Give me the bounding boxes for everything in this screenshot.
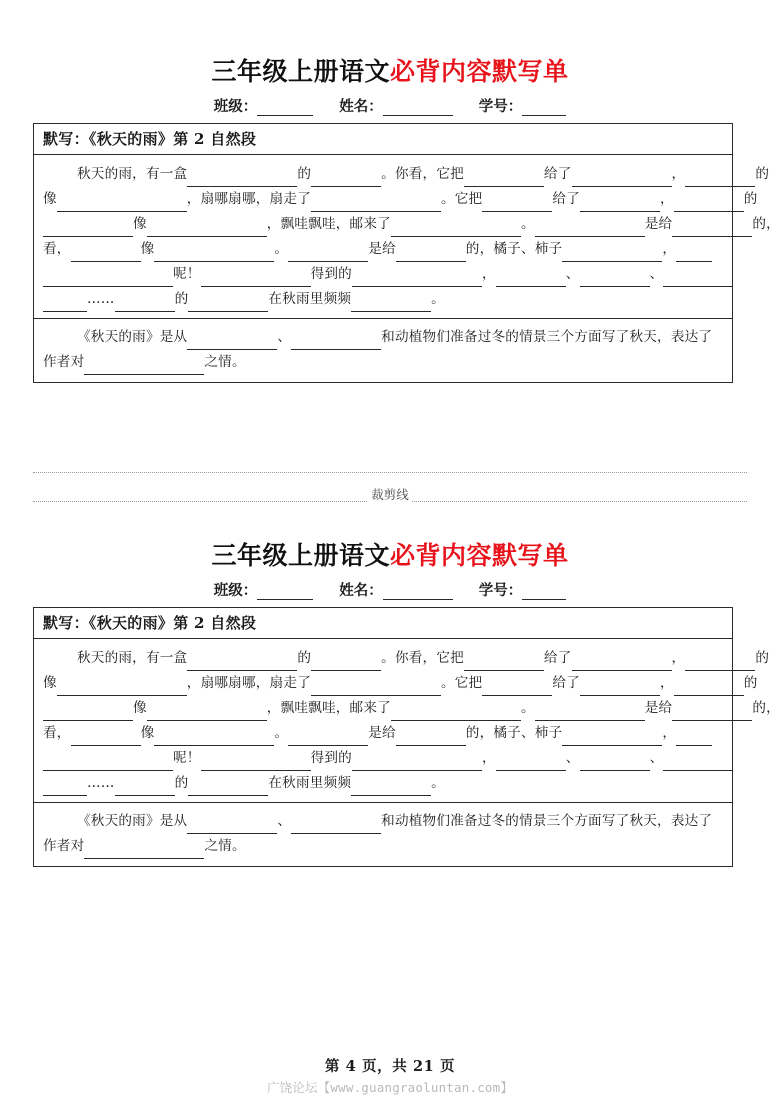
text-segment: 的 <box>743 675 758 692</box>
fill-blank[interactable] <box>663 756 733 771</box>
name-label: 姓名： <box>339 582 383 600</box>
fill-blank[interactable] <box>311 197 441 212</box>
text-segment: 像 <box>133 700 147 717</box>
fill-blank[interactable] <box>188 297 268 312</box>
text-segment: 的， <box>752 700 780 717</box>
text-segment: 的，橘子、柿子 <box>465 725 563 742</box>
fill-blank[interactable] <box>685 656 755 671</box>
text-segment: 之情。 <box>204 838 246 855</box>
fill-blank[interactable] <box>311 172 381 187</box>
fill-blank[interactable] <box>154 731 274 746</box>
fill-blank[interactable] <box>147 222 267 237</box>
fill-blank[interactable] <box>482 197 552 212</box>
footer-page-number: 第 4 页，共 21 页 <box>324 1058 456 1075</box>
text-segment: 的，橘子、柿子 <box>465 241 563 258</box>
text-segment: 的 <box>297 166 312 183</box>
fill-blank[interactable] <box>674 681 744 696</box>
text-segment: 秋天的雨，有一盒 <box>77 650 188 667</box>
fill-blank[interactable] <box>351 781 431 796</box>
name-blank[interactable] <box>383 584 453 600</box>
fill-blank[interactable] <box>187 172 297 187</box>
summary-paragraph <box>43 809 723 859</box>
fill-blank[interactable] <box>43 706 133 721</box>
fill-blank[interactable] <box>84 360 204 375</box>
text-segment: ，飘哇飘哇，邮来了 <box>266 700 391 717</box>
fill-blank[interactable] <box>672 222 752 237</box>
fill-blank[interactable] <box>572 172 672 187</box>
text-segment: 、 <box>565 750 580 767</box>
text-segment: 在秋雨里频频 <box>268 775 352 792</box>
text-segment: 、 <box>277 813 292 830</box>
text-segment: 、 <box>277 329 292 346</box>
text-segment: ，扇哪扇哪，扇走了 <box>186 191 311 208</box>
text-segment: ， <box>659 675 674 692</box>
text-segment: 《秋天的雨》是从 <box>77 329 188 346</box>
text-segment: 。 <box>274 725 289 742</box>
text-segment: 像 <box>43 191 57 208</box>
exercise-box-summary <box>34 803 732 866</box>
fill-blank[interactable] <box>147 706 267 721</box>
text-segment: 秋天的雨，有一盒 <box>77 166 188 183</box>
fill-blank[interactable] <box>57 681 187 696</box>
fill-blank[interactable] <box>288 247 368 262</box>
student-id-blank[interactable] <box>522 584 566 600</box>
student-id-field <box>479 95 567 116</box>
fill-blank[interactable] <box>580 197 660 212</box>
fill-blank[interactable] <box>71 247 141 262</box>
table-row <box>43 262 723 287</box>
text-segment: 。它把 <box>440 191 483 208</box>
page-title-black: 三年级上册语文 <box>211 541 390 570</box>
worksheet-copy-top <box>0 56 780 383</box>
text-segment: 给了 <box>543 166 572 183</box>
text-segment: 。 <box>431 291 445 308</box>
text-segment: 《秋天的雨》是从 <box>77 813 188 830</box>
fill-blank[interactable] <box>43 272 173 287</box>
class-label: 班级： <box>213 98 258 116</box>
name-label: 姓名： <box>339 98 383 116</box>
text-segment: 像 <box>43 675 57 692</box>
name-field <box>339 95 453 116</box>
student-id-blank[interactable] <box>522 100 566 116</box>
exercise-box-header: 默写：《秋天的雨》第 2 自然段 <box>34 124 732 155</box>
fill-blank[interactable] <box>288 731 368 746</box>
text-segment: 的 <box>755 166 770 183</box>
text-segment: ， <box>671 650 686 667</box>
text-segment: ， <box>662 241 677 258</box>
text-segment: 、 <box>565 266 580 283</box>
text-segment: 和动植物们准备过冬的情景三个方面写了秋天，表达了作者对 <box>43 813 713 855</box>
text-segment: 。 <box>520 216 535 233</box>
table-row <box>43 237 723 262</box>
text-segment: 。你看，它把 <box>381 650 464 667</box>
fill-blank[interactable] <box>154 247 274 262</box>
table-row <box>43 671 758 696</box>
text-segment: 。它把 <box>440 675 483 692</box>
table-row <box>43 771 723 796</box>
text-segment: 、 <box>649 266 664 283</box>
fill-blank[interactable] <box>464 656 544 671</box>
text-segment: 、 <box>649 750 664 767</box>
class-label: 班级： <box>213 582 258 600</box>
page-title <box>0 56 780 87</box>
text-segment: ， <box>659 191 674 208</box>
table-row <box>43 187 758 212</box>
table-row <box>43 646 770 671</box>
fill-blank[interactable] <box>676 731 712 746</box>
fill-blank[interactable] <box>396 247 466 262</box>
fill-blank[interactable] <box>291 819 381 834</box>
text-segment: 给了 <box>543 650 572 667</box>
exercise-box <box>33 123 780 383</box>
fill-blank[interactable] <box>187 656 297 671</box>
exercise-box <box>33 607 780 867</box>
fill-blank[interactable] <box>535 706 645 721</box>
fill-blank[interactable] <box>291 335 381 350</box>
text-segment: 。 <box>431 775 445 792</box>
text-segment: ，飘哇飘哇，邮来了 <box>266 216 391 233</box>
page-title-red: 必背内容默写单 <box>390 57 569 86</box>
page-title-black: 三年级上册语文 <box>211 57 390 86</box>
exercise-box-body <box>34 155 780 318</box>
exercise-box-summary <box>34 319 732 382</box>
class-blank[interactable] <box>257 584 313 600</box>
fill-blank[interactable] <box>663 272 733 287</box>
footer-watermark: 广饶论坛【www.guangraoluntan.com】 <box>266 1080 514 1095</box>
fill-blank[interactable] <box>391 222 521 237</box>
text-segment: 给了 <box>552 191 580 208</box>
text-segment: 呢！ <box>173 266 201 283</box>
cut-line <box>33 472 747 508</box>
fill-blank[interactable] <box>57 197 187 212</box>
text-segment: 是给 <box>644 700 673 717</box>
name-field <box>339 579 453 600</box>
text-segment: …… <box>87 775 115 792</box>
fill-blank[interactable] <box>562 731 662 746</box>
fill-blank[interactable] <box>674 197 744 212</box>
text-segment: 在秋雨里频频 <box>268 291 352 308</box>
table-row <box>43 746 723 771</box>
text-segment: 和动植物们准备过冬的情景三个方面写了秋天，表达了作者对 <box>43 329 713 371</box>
fill-blank[interactable] <box>115 297 175 312</box>
class-field <box>214 95 314 116</box>
fill-blank[interactable] <box>188 781 268 796</box>
fill-blank[interactable] <box>187 335 277 350</box>
text-segment: 像 <box>140 725 155 742</box>
text-segment: 的 <box>174 291 189 308</box>
text-segment: ， <box>481 266 496 283</box>
fill-blank[interactable] <box>71 731 141 746</box>
table-row <box>43 212 780 237</box>
text-segment: 是给 <box>368 241 396 258</box>
fill-blank[interactable] <box>580 756 650 771</box>
fill-blank[interactable] <box>672 706 752 721</box>
fill-blank[interactable] <box>535 222 645 237</box>
text-segment: 的 <box>297 650 312 667</box>
fill-blank[interactable] <box>580 681 660 696</box>
fill-blank[interactable] <box>572 656 672 671</box>
fill-blank[interactable] <box>482 681 552 696</box>
text-segment: 给了 <box>552 675 580 692</box>
fill-blank[interactable] <box>352 272 482 287</box>
fill-blank[interactable] <box>496 272 566 287</box>
student-id-label: 学号： <box>478 582 523 600</box>
page-title <box>0 540 780 571</box>
text-segment: 的 <box>743 191 758 208</box>
text-segment: ， <box>662 725 677 742</box>
text-segment: 看， <box>43 725 71 742</box>
exercise-box-body <box>34 639 780 802</box>
text-segment: 得到的 <box>310 266 352 283</box>
fill-blank[interactable] <box>685 172 755 187</box>
text-segment: …… <box>87 291 115 308</box>
fill-blank[interactable] <box>187 819 277 834</box>
class-blank[interactable] <box>257 100 313 116</box>
text-segment: 是给 <box>368 725 396 742</box>
text-segment: 像 <box>133 216 147 233</box>
text-segment: 呢！ <box>173 750 201 767</box>
text-segment: 是给 <box>644 216 673 233</box>
fill-blank[interactable] <box>351 297 431 312</box>
text-segment: 之情。 <box>204 354 246 371</box>
text-segment: ， <box>671 166 686 183</box>
worksheet-copy-bottom <box>0 540 780 867</box>
text-segment: 的， <box>752 216 780 233</box>
fill-blank[interactable] <box>464 172 544 187</box>
text-segment: 的 <box>174 775 189 792</box>
table-row <box>43 696 780 721</box>
text-segment: 像 <box>140 241 155 258</box>
text-segment: ， <box>481 750 496 767</box>
fill-blank[interactable] <box>43 222 133 237</box>
class-field <box>214 579 314 600</box>
cut-line-label: 裁剪线 <box>368 487 412 502</box>
fill-blank[interactable] <box>391 706 521 721</box>
text-segment: 的 <box>755 650 770 667</box>
table-row <box>43 721 723 746</box>
exercise-box-header: 默写：《秋天的雨》第 2 自然段 <box>34 608 732 639</box>
fill-blank[interactable] <box>201 756 311 771</box>
fill-blank[interactable] <box>311 681 441 696</box>
text-segment: 看， <box>43 241 71 258</box>
fill-blank[interactable] <box>580 272 650 287</box>
table-row <box>43 162 770 187</box>
cut-line-label-wrap <box>33 489 747 502</box>
fill-blank[interactable] <box>562 247 662 262</box>
student-info-line <box>0 579 780 600</box>
text-segment: 。你看，它把 <box>381 166 464 183</box>
fill-blank[interactable] <box>352 756 482 771</box>
fill-blank[interactable] <box>43 781 87 796</box>
fill-blank[interactable] <box>396 731 466 746</box>
table-row <box>43 287 723 312</box>
text-segment: 。 <box>274 241 289 258</box>
fill-blank[interactable] <box>311 656 381 671</box>
text-segment: 。 <box>520 700 535 717</box>
student-info-line <box>0 95 780 116</box>
student-id-label: 学号： <box>478 98 523 116</box>
fill-blank[interactable] <box>84 844 204 859</box>
fill-blank[interactable] <box>43 756 173 771</box>
fill-blank[interactable] <box>496 756 566 771</box>
fill-blank[interactable] <box>115 781 175 796</box>
student-id-field <box>479 579 567 600</box>
page-title-red: 必背内容默写单 <box>390 541 569 570</box>
name-blank[interactable] <box>383 100 453 116</box>
text-segment: 得到的 <box>310 750 352 767</box>
fill-blank[interactable] <box>676 247 712 262</box>
summary-paragraph <box>43 325 723 375</box>
cut-line-dotted-top <box>33 472 747 473</box>
fill-blank[interactable] <box>43 297 87 312</box>
text-segment: ，扇哪扇哪，扇走了 <box>186 675 311 692</box>
fill-blank[interactable] <box>201 272 311 287</box>
